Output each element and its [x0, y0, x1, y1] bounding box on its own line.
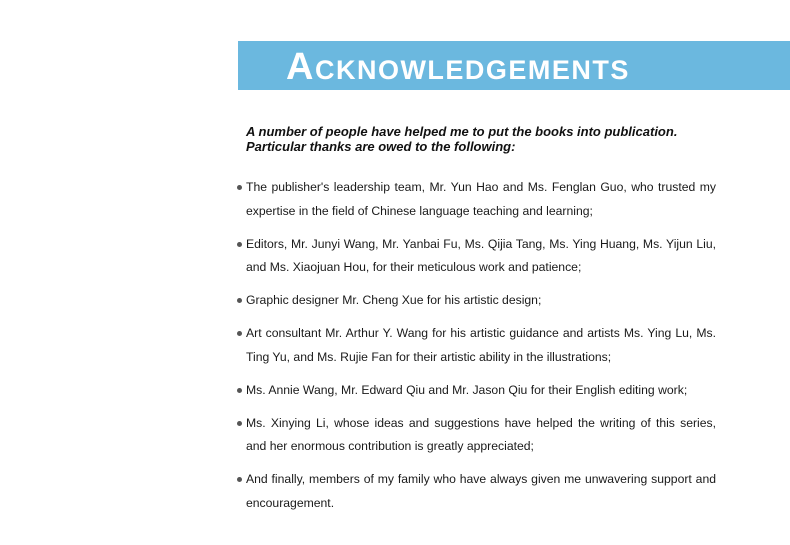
- list-item-text: Art consultant Mr. Arthur Y. Wang for his artistic guidance and artists Ms. Ying Lu, Ms. Ting Yu, and Ms. Rujie Fan for their artistic ability in the illustrations;: [246, 326, 716, 364]
- bullet-icon: [237, 421, 242, 426]
- intro-line: A number of people have helped me to put the books into publication.: [246, 124, 678, 139]
- intro-text: [246, 124, 726, 154]
- bullet-icon: [237, 185, 242, 190]
- list-item-text: The publisher's leadership team, Mr. Yun Hao and Ms. Fenglan Guo, who trusted my expertise in the field of Chinese language teaching and learning;: [246, 180, 716, 218]
- bullet-icon: [237, 242, 242, 247]
- title-banner: [238, 41, 790, 90]
- page-title: Acknowledgements: [286, 46, 630, 88]
- list-item-text: Editors, Mr. Junyi Wang, Mr. Yanbai Fu, Ms. Qijia Tang, Ms. Ying Huang, Ms. Yijun Liu, and Ms. Xiaojuan Hou, for their meticulous work and patience;: [246, 236, 716, 274]
- list-item-text: And finally, members of my family who have always given me unwavering support and encouragement.: [246, 472, 716, 510]
- list-item-text: Ms. Xinying Li, whose ideas and suggestions have helped the writing of this series, and her enormous contribution is greatly appreciated;: [246, 415, 716, 453]
- bullet-icon: [237, 477, 242, 482]
- intro-line: Particular thanks are owed to the following:: [246, 139, 516, 154]
- list-item-text: Ms. Annie Wang, Mr. Edward Qiu and Mr. Jason Qiu for their English editing work;: [246, 382, 688, 397]
- list-item: [236, 289, 716, 313]
- list-item: [236, 176, 716, 223]
- acknowledgement-list: [236, 176, 716, 525]
- bullet-icon: [237, 388, 242, 393]
- bullet-icon: [237, 298, 242, 303]
- list-item: [236, 412, 716, 459]
- list-item: [236, 322, 716, 369]
- list-item: [236, 233, 716, 280]
- list-item: [236, 468, 716, 515]
- bullet-icon: [237, 331, 242, 336]
- list-item: [236, 379, 716, 403]
- list-item-text: Graphic designer Mr. Cheng Xue for his artistic design;: [246, 293, 542, 307]
